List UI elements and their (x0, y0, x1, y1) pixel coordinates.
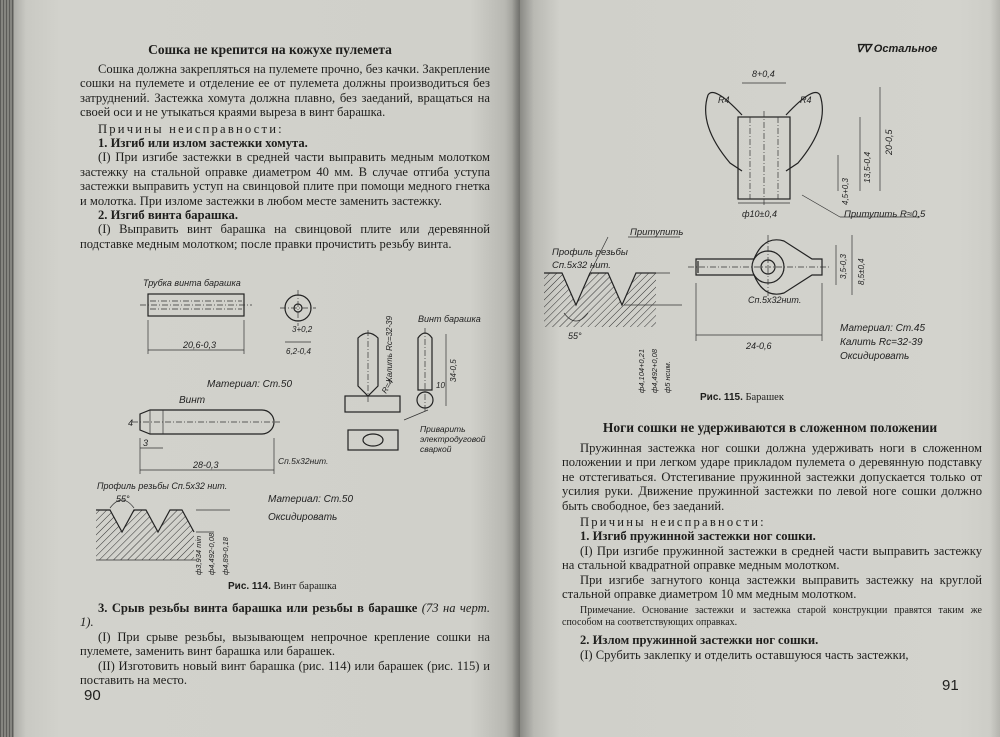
dim-20: 20-0,5 (884, 129, 894, 155)
item3-title: 3. Срыв резьбы винта барашка или резьбы в барашке (98, 601, 418, 615)
assembly-dim-10: 10 (436, 381, 445, 390)
finish-115: Оксидировать (840, 351, 910, 362)
item3-p1: (I) При срыве резьбы, вызывающем непрочное крепление сошки на пулемете, заменить винт барашка или барашек. (80, 629, 490, 659)
tube-label: Трубка винта барашка (143, 278, 241, 288)
tube-ring-dim: 3+0,2 (292, 325, 313, 334)
material-1: Материал: Ст.50 (207, 379, 293, 390)
figure-115-caption: Рис. 115. Барашек (700, 392, 784, 403)
blunt-note-2: Притупить (630, 227, 684, 238)
right-item1-p1: (I) При изгибе пружинной застежки в средней части выправить застежку на стальной квадратной оправке медным молотком. (562, 543, 982, 573)
tube-ring-dia: 6,2-0,4 (286, 347, 311, 356)
profile-dia-1: ф3,934 min (194, 535, 203, 575)
item1-title: 1. Изгиб или излом застежки хомута. (98, 136, 308, 151)
dim-top: 8+0,4 (752, 69, 775, 79)
assembly-label: Винт барашка (418, 314, 481, 324)
assembly-dim-34: 34-0,5 (449, 359, 458, 382)
screw-label: Винт (179, 395, 206, 406)
left-page-title: Сошка не крепится на кожухе пулемета (148, 42, 392, 57)
profile-label-1: Профиль резьбы (552, 247, 628, 258)
right-page-number: 91 (942, 677, 959, 694)
causes-label: Причины неисправности: (98, 121, 284, 136)
profile-dia-3: ф4,89-0,18 (221, 537, 230, 575)
profile-dia-2: ф4,492-0,08 (207, 532, 216, 575)
weld-note-2: электродуговой (420, 434, 486, 444)
diameter-2: ф4,492+0,08 (650, 348, 659, 393)
item2-text: (I) Выправить винт барашка на свинцовой плите или деревянной подставке медным молотком; после правки прочистить резьбу винта. (80, 222, 490, 251)
item3-ref: (73 на черт. 1). (80, 601, 490, 630)
section-intro: Пружинная застежка ног сошки должна удерживать ноги в сложенном положении и при легком ударе прикладом пулемета о деревянную подставку не отстегиваться. Отстегивание пружинной застежки допускается только от усилия руки. Движение пружинной застежки по левой ноге сошки должно быть свободное, без заеданий. (562, 441, 982, 513)
material-2: Материал: Ст.50 (268, 494, 354, 505)
item2-title: 2. Изгиб винта барашка. (98, 208, 239, 223)
right-item2-text: (I) Срубить заклепку и отделить оставшуюся часть застежки, (580, 647, 909, 662)
material-115: Материал: Ст.45 (840, 323, 926, 334)
radius-right: R4 (800, 95, 812, 105)
dim-3-5: 3,5-0,3 (839, 254, 848, 279)
screw-dim-3: 3 (143, 438, 149, 448)
running-head: ∇∇ Остальное (856, 43, 938, 55)
right-item2-title: 2. Излом пружинной застежки ног сошки. (580, 633, 819, 648)
screw-thread: Сп.5х32нит. (278, 456, 329, 466)
screw-dim-4: 4 (128, 418, 134, 428)
right-item1-p2: При изгибе загнутого конца застежки выправить застежку на круглой стальной оправке диаметром 10 мм медным молотком. (562, 572, 982, 602)
dim-13-5: 13,5-0,4 (862, 151, 872, 183)
profile-label-2: Сп.5х32 нит. (552, 260, 611, 271)
diameter-1: ф4,104+0,21 (637, 348, 646, 393)
screw-length-dim: 28-0,3 (193, 460, 219, 470)
right-item1-title: 1. Изгиб пружинной застежки ног сошки. (580, 529, 816, 544)
item3-p2: (II) Изготовить новый винт барашка (рис. 114) или барашек (рис. 115) и поставить на место. (80, 658, 490, 688)
dim-24: 24-0,6 (746, 341, 772, 351)
right-page-body (562, 441, 982, 662)
profile-angle-115: 55° (568, 331, 582, 341)
left-page-number: 90 (84, 687, 101, 704)
intro-paragraph: Сошка должна закрепляться на пулемете прочно, без качки. Закрепление сошки на пулемете и отделение ее от пулемета должны производиться без затруднений. Застежка хомута должна плавно, без заеданий, вращаться на своей оси и не утыкаться краями выреза в винт барашка. (80, 62, 490, 120)
weld-note-3: сваркой (420, 444, 452, 454)
finish-label: Оксидировать (268, 512, 338, 523)
radius-left: R4 (718, 95, 730, 105)
causes-label-right: Причины неисправности: (580, 515, 766, 530)
assembly-hardness: Калить Rc=32-39 (385, 315, 394, 382)
profile-label: Профиль резьбы Сп.5х32 нит. (97, 481, 228, 491)
hardness-115: Калить Rc=32-39 (840, 337, 923, 348)
dim-8-5: 8,5±0,4 (857, 258, 866, 285)
dim-diameter-10: ф10±0,4 (742, 209, 777, 219)
figure-114 (0, 270, 520, 600)
note: Примечание. Основание застежки и застежка старой конструкции правятся таким же способом на соответствующих оправках. (562, 605, 982, 629)
item1-text: (I) При изгибе застежки в средней части выправить медным молотком застежку на стальной оправке диаметром 40 мм. В случае отгиба уступа застежки выправить уступ на свинцовой плите при помощи медного гнетка и молотка. При изломе застежки в любом месте заменить застежку. (80, 150, 490, 208)
side-thread: Сп.5х32нит. (748, 295, 802, 305)
left-page-body-bottom (80, 601, 490, 687)
figure-115 (520, 55, 1000, 395)
right-page (520, 0, 1000, 737)
profile-angle: 55° (116, 494, 130, 504)
weld-note-1: Приварить (420, 424, 466, 434)
figure-114-caption: Рис. 114. Винт барашка (228, 581, 337, 592)
tube-length-dim: 20,6-0,3 (183, 340, 217, 350)
dim-4-5: 4,5+0,3 (841, 178, 850, 205)
left-page-body-top (80, 62, 490, 251)
blunt-note-1: Притупить R≈0,5 (844, 209, 926, 220)
section-title: Ноги сошки не удерживаются в сложенном положении (602, 420, 938, 435)
diameter-3: ф5 нсим. (663, 361, 672, 393)
assembly-radius: R=4 (379, 377, 396, 395)
